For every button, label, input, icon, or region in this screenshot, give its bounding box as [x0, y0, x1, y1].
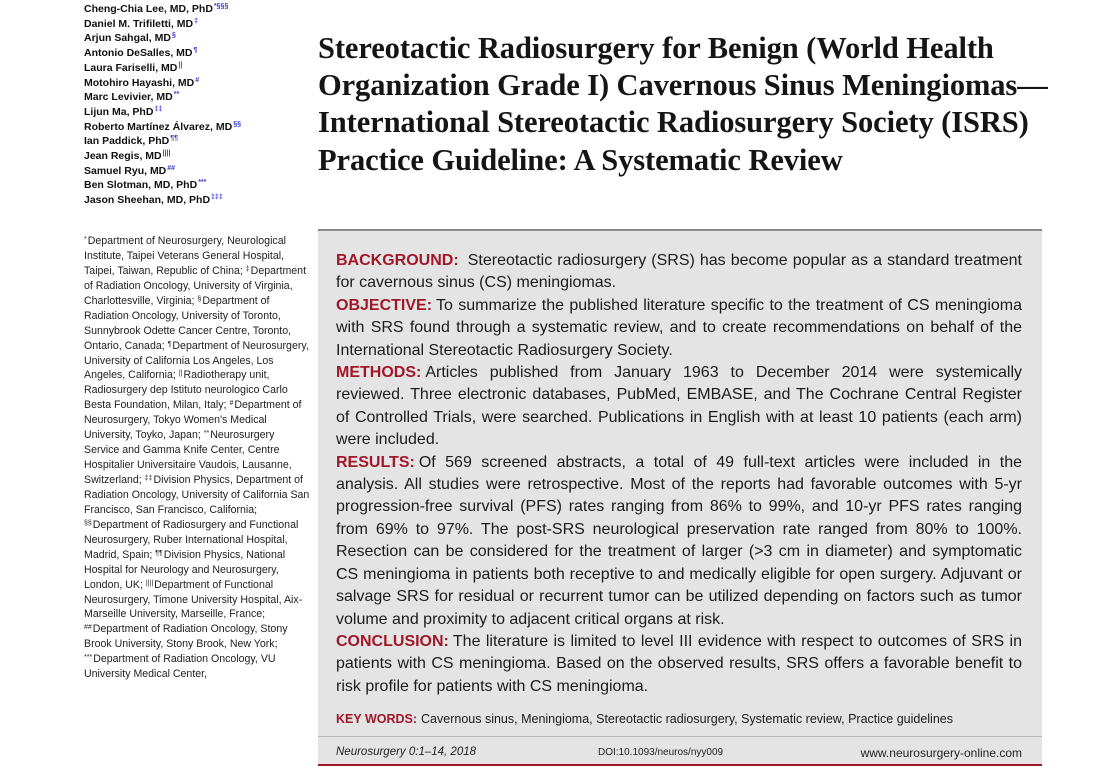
footer-doi: DOI:10.1093/neuros/nyy009 — [598, 747, 724, 758]
author-entry: Daniel M. Trifiletti, MD‡ — [84, 17, 198, 30]
abstract-background: BACKGROUND: Stereotactic radiosurgery (SRS) has become popular as a standard treatment for cavernous sinus (CS) meningiomas. — [336, 252, 1022, 292]
author-entry: Roberto Martínez Álvarez, MD§§ — [84, 120, 241, 133]
abstract-objective: OBJECTIVE: To summarize the published literature specific to the treatment of CS meningioma with SRS found through a systematic review, and to create recommendations on behalf of the International Stereotactic Radiosurgery Society. — [336, 296, 1022, 359]
article-title: Stereotactic Radiosurgery for Benign (World Health Organization Grade I) Cavernous Sinus Meningiomas—International Stereotactic Radiosurgery Society (ISRS) Practice Guideline: A Systematic Review — [318, 31, 1048, 177]
abstract-box — [318, 229, 1042, 736]
abstract-methods: METHODS: Articles published from January 1963 to December 2014 were systemically reviewed. Three electronic databases, PubMed, EMBASE, and The Cochrane Central Register of Controlled Trials, were searched. Publications in English with at least 10 patients (each arm) were included. — [336, 364, 1022, 449]
author-entry: Motohiro Hayashi, MD# — [84, 76, 200, 89]
author-entry: Antonio DeSalles, MD¶ — [84, 47, 198, 60]
footer-journal-citation: Neurosurgery 0:1–14, 2018 — [336, 746, 477, 758]
author-entry: Marc Levivier, MD** — [84, 91, 180, 104]
author-entry: Lijun Ma, PhD‡‡ — [84, 105, 163, 118]
author-list — [84, 2, 304, 208]
author-entry: Jean Regis, MD|||| — [84, 150, 171, 163]
author-entry: Arjun Sahgal, MD§ — [84, 32, 176, 45]
footer-website-link[interactable]: www.neurosurgery-online.com — [860, 746, 1022, 760]
abstract-section-label: BACKGROUND: — [336, 252, 459, 269]
page-footer — [318, 736, 1042, 766]
abstract-section-label: OBJECTIVE: — [336, 296, 433, 314]
abstract-section-label: RESULTS: — [336, 453, 415, 471]
keywords-text: Cavernous sinus, Meningioma, Stereotactic radiosurgery, Systematic review, Practice guidelines — [421, 712, 953, 726]
abstract-section-label: METHODS: — [336, 364, 422, 382]
abstract-results: RESULTS: Of 569 screened abstracts, a total of 49 full-text articles were included in the analysis. All studies were retrospective. Most of the reports had favorable outcomes with 5-yr progression-free survival (PFS) rates ranging from 86% to 99%, and 10-yr PFS rates ranging from 69% to 97%. The post-SRS neurological preservation rate ranged from 80% to 100%. Resection can be considered for the treatment of larger (>3 cm in diameter) and symptomatic CS meningioma in patients both receptive to and medically eligible for open surgery. Adjuvant or salvage SRS for residual or recurrent tumor can be utilized depending on factors such as tumor volume and proximity to adjacent critical organs at risk. — [336, 453, 1022, 628]
author-entry: Ben Slotman, MD, PhD*** — [84, 179, 207, 192]
keywords — [336, 711, 1026, 727]
affiliations: *Department of Neurosurgery, Neurological Institute, Taipei Veterans General Hospital, Taipei, Taiwan, Republic of China; ‡Department of Radiation Oncology, University of Virginia, Charlottesville, Virginia; §Department of Radiation Oncology, University of Toronto, Sunnybrook Odette Cancer Centre, Toronto, Ontario, Canada; ¶Department of Neurosurgery, University of California Los Angeles, Los Angeles, California; ||Radiotherapy unit, Radiosurgery dep Istituto neurologico Carlo Besta Foundation, Milan, Italy; #Department of Neurosurgery, Tokyo Women's Medical University, Toyko, Japan; **Neurosurgery Service and Gamma Knife Center, Centre Hospitalier Universitaire Vaudois, Lausanne, Switzerland; ‡‡Division Physics, Department of Radiation Oncology, University of California San Francisco, San Francisco, California; §§Department of Radiosurgery and Functional Neurosurgery, Ruber International Hospital, Madrid, Spain; ¶¶Division Physics, National Hospital for Neurology and Neurosurgery, London, UK; ||||Department of Functional Neurosurgery, Timone University Hospital, Aix-Marseille University, Marseille, France; ##Department of Radiation Oncology, Stony Brook University, Stony Brook, New York; ***Department of Radiation Oncology, VU University Medical Center, — [84, 235, 310, 681]
keywords-label: KEY WORDS: — [336, 712, 418, 726]
author-entry: Samuel Ryu, MD## — [84, 164, 176, 177]
author-entry: Cheng-Chia Lee, MD, PhD*§§§ — [84, 3, 229, 15]
author-entry: Ian Paddick, PhD¶¶ — [84, 135, 178, 148]
author-entry: Laura Fariselli, MD|| — [84, 61, 183, 74]
abstract-section-label: CONCLUSION: — [336, 632, 449, 650]
abstract-text — [336, 250, 1022, 698]
author-entry: Jason Sheehan, MD, PhD‡‡‡ — [84, 194, 223, 207]
abstract-conclusion: CONCLUSION: The literature is limited to level III evidence with respect to outcomes of SRS in patients with CS meningioma. Based on the observed results, SRS offers a favorable benefit to risk profile for patients with CS meningioma. — [336, 632, 1022, 695]
